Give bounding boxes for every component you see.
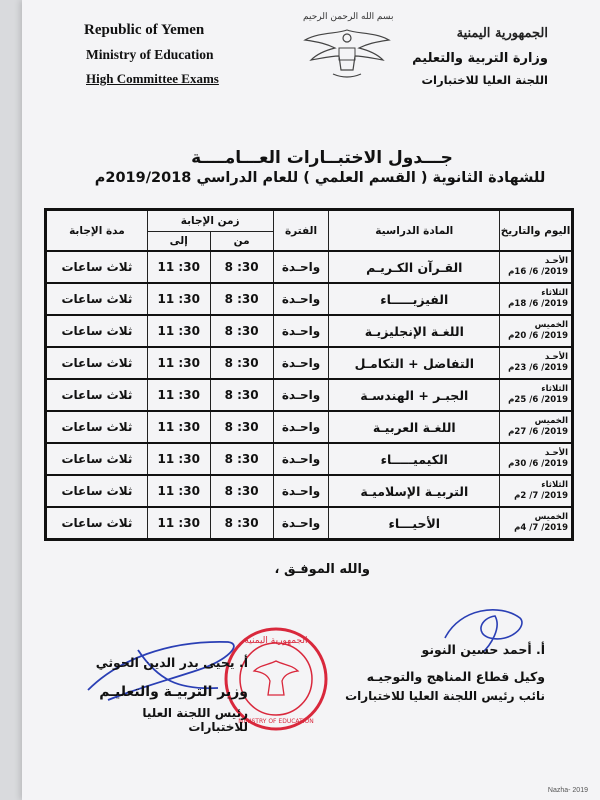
- cell-subject: الفيزيـــــاء: [329, 283, 500, 315]
- table-row: [46, 475, 573, 507]
- signatory-right-title2: نائب رئيس اللجنة العليا للاختبارات: [345, 689, 545, 703]
- cell-from: 8 :30: [210, 507, 273, 540]
- header-subject: المادة الدراسية: [329, 210, 500, 252]
- signatory-left-title1: وزير التربيـة والتعليـم: [99, 684, 248, 700]
- signatory-left: [88, 655, 248, 734]
- cell-subject: الأحيـــاء: [329, 507, 500, 540]
- cell-from: 8 :30: [210, 315, 273, 347]
- cell-day: الثلاثاء: [541, 480, 568, 490]
- cell-from: 8 :30: [210, 251, 273, 283]
- cell-subject: اللغـة الإنجليزيـة: [329, 315, 500, 347]
- cell-day-date: [500, 283, 573, 315]
- exam-schedule-table: [44, 208, 574, 541]
- signatory-right: [345, 642, 545, 703]
- cell-day: الأحـد: [544, 448, 568, 458]
- cell-from: 8 :30: [210, 347, 273, 379]
- cell-from: 8 :30: [210, 443, 273, 475]
- header-answer-time: زمن الإجابة: [147, 210, 273, 232]
- table-row: [46, 347, 573, 379]
- signatory-right-title1: وكيل قطاع المناهج والتوجيـه: [366, 669, 545, 684]
- stamp-text-en: MINISTRY OF EDUCATION: [238, 718, 314, 725]
- header-duration: مدة الإجابة: [46, 210, 148, 252]
- cell-to: 11 :30: [147, 443, 210, 475]
- committee-name-ar: اللجنة العليا للاختبارات: [421, 73, 548, 87]
- ministry-name-en: Ministry of Education: [86, 47, 214, 62]
- header-english: [84, 22, 264, 87]
- cell-day-date: [500, 475, 573, 507]
- cell-date: 2019/ 6/ 25م: [508, 395, 568, 405]
- signatory-left-title2: رئيس اللجنة العليا للاختبارات: [142, 706, 248, 734]
- cell-duration: ثلاث ساعات: [46, 347, 148, 379]
- cell-day: الخميس: [534, 512, 568, 522]
- cell-period: واحـدة: [273, 347, 329, 379]
- cell-from: 8 :30: [210, 411, 273, 443]
- cell-subject: التفاضل + التكامـل: [329, 347, 500, 379]
- cell-to: 11 :30: [147, 347, 210, 379]
- table-row: [46, 283, 573, 315]
- basmala: بسم الله الرحمن الرحيم: [303, 12, 394, 22]
- cell-day: الأحـد: [544, 256, 568, 266]
- document-title: جـــدول الاختبــارات العـــامــــة: [191, 148, 453, 168]
- cell-date: 2019/ 6/ 23م: [508, 363, 568, 373]
- cell-day-date: [500, 443, 573, 475]
- cell-day-date: [500, 347, 573, 379]
- cell-period: واحـدة: [273, 443, 329, 475]
- cell-day: الأحـد: [544, 352, 568, 362]
- cell-to: 11 :30: [147, 411, 210, 443]
- table-row: [46, 411, 573, 443]
- table-row: [46, 379, 573, 411]
- cell-subject: التربيـة الإسلاميـة: [329, 475, 500, 507]
- header-period: الفترة: [273, 210, 329, 252]
- cell-period: واحـدة: [273, 475, 329, 507]
- cell-duration: ثلاث ساعات: [46, 443, 148, 475]
- cell-period: واحـدة: [273, 411, 329, 443]
- stamp-eagle-icon: [254, 661, 298, 695]
- cell-duration: ثلاث ساعات: [46, 475, 148, 507]
- signatory-right-name: أ. أحمد حسين النونو: [421, 642, 545, 657]
- national-emblem: [297, 8, 397, 88]
- cell-date: 2019/ 7/ 2م: [514, 491, 568, 501]
- cell-subject: اللغـة العربيـة: [329, 411, 500, 443]
- cell-duration: ثلاث ساعات: [46, 411, 148, 443]
- cell-to: 11 :30: [147, 507, 210, 540]
- cell-day-date: [500, 315, 573, 347]
- cell-day: الخميس: [534, 320, 568, 330]
- cell-date: 2019/ 6/ 18م: [508, 299, 568, 309]
- cell-day: الخميس: [534, 416, 568, 426]
- table-row: [46, 443, 573, 475]
- signatory-left-name: أ. يحيى بدر الدين الحوثي: [95, 655, 248, 670]
- cell-date: 2019/ 6/ 16م: [508, 267, 568, 277]
- cell-date: 2019/ 6/ 20م: [508, 331, 568, 341]
- header-day-date: اليوم والتاريخ: [500, 210, 573, 252]
- cell-from: 8 :30: [210, 379, 273, 411]
- cell-day: الثلاثاء: [541, 384, 568, 394]
- table-row: [46, 315, 573, 347]
- cell-date: 2019/ 6/ 30م: [508, 459, 568, 469]
- cell-duration: ثلاث ساعات: [46, 251, 148, 283]
- table-row: [46, 251, 573, 283]
- table-row: [46, 507, 573, 540]
- document-subtitle: للشهادة الثانوية ( القسم العلمي ) للعام الدراسي 2019/2018م: [94, 170, 546, 186]
- header-to: إلى: [147, 232, 210, 252]
- header-from: من: [210, 232, 273, 252]
- committee-name-en: High Committee Exams: [86, 71, 219, 86]
- stamp-text-ar: الجمهورية اليمنية: [244, 636, 308, 646]
- closing-phrase: والله الموفـق ،: [274, 562, 370, 577]
- cell-subject: الكيميـــــاء: [329, 443, 500, 475]
- cell-to: 11 :30: [147, 251, 210, 283]
- cell-date: 2019/ 6/ 27م: [508, 427, 568, 437]
- cell-from: 8 :30: [210, 475, 273, 507]
- cell-period: واحـدة: [273, 507, 329, 540]
- cell-day: الثلاثاء: [541, 288, 568, 298]
- country-name-ar: الجمهورية اليمنية: [456, 26, 548, 41]
- cell-duration: ثلاث ساعات: [46, 507, 148, 540]
- cell-duration: ثلاث ساعات: [46, 283, 148, 315]
- cell-from: 8 :30: [210, 283, 273, 315]
- cell-to: 11 :30: [147, 283, 210, 315]
- footer-watermark: Nazha- 2019: [547, 787, 588, 794]
- cell-period: واحـدة: [273, 315, 329, 347]
- cell-period: واحـدة: [273, 251, 329, 283]
- cell-duration: ثلاث ساعات: [46, 379, 148, 411]
- cell-day-date: [500, 251, 573, 283]
- cell-to: 11 :30: [147, 475, 210, 507]
- cell-subject: القـرآن الكـريـم: [329, 251, 500, 283]
- cell-date: 2019/ 7/ 4م: [514, 523, 568, 533]
- cell-duration: ثلاث ساعات: [46, 315, 148, 347]
- cell-to: 11 :30: [147, 315, 210, 347]
- cell-to: 11 :30: [147, 379, 210, 411]
- cell-period: واحـدة: [273, 283, 329, 315]
- country-name-en: Republic of Yemen: [84, 22, 205, 38]
- cell-day-date: [500, 507, 573, 540]
- cell-subject: الجبـر + الهندسـة: [329, 379, 500, 411]
- cell-period: واحـدة: [273, 379, 329, 411]
- header-arabic: [388, 26, 548, 87]
- ministry-name-ar: وزارة التربية والتعليم: [412, 51, 548, 66]
- cell-day-date: [500, 379, 573, 411]
- cell-day-date: [500, 411, 573, 443]
